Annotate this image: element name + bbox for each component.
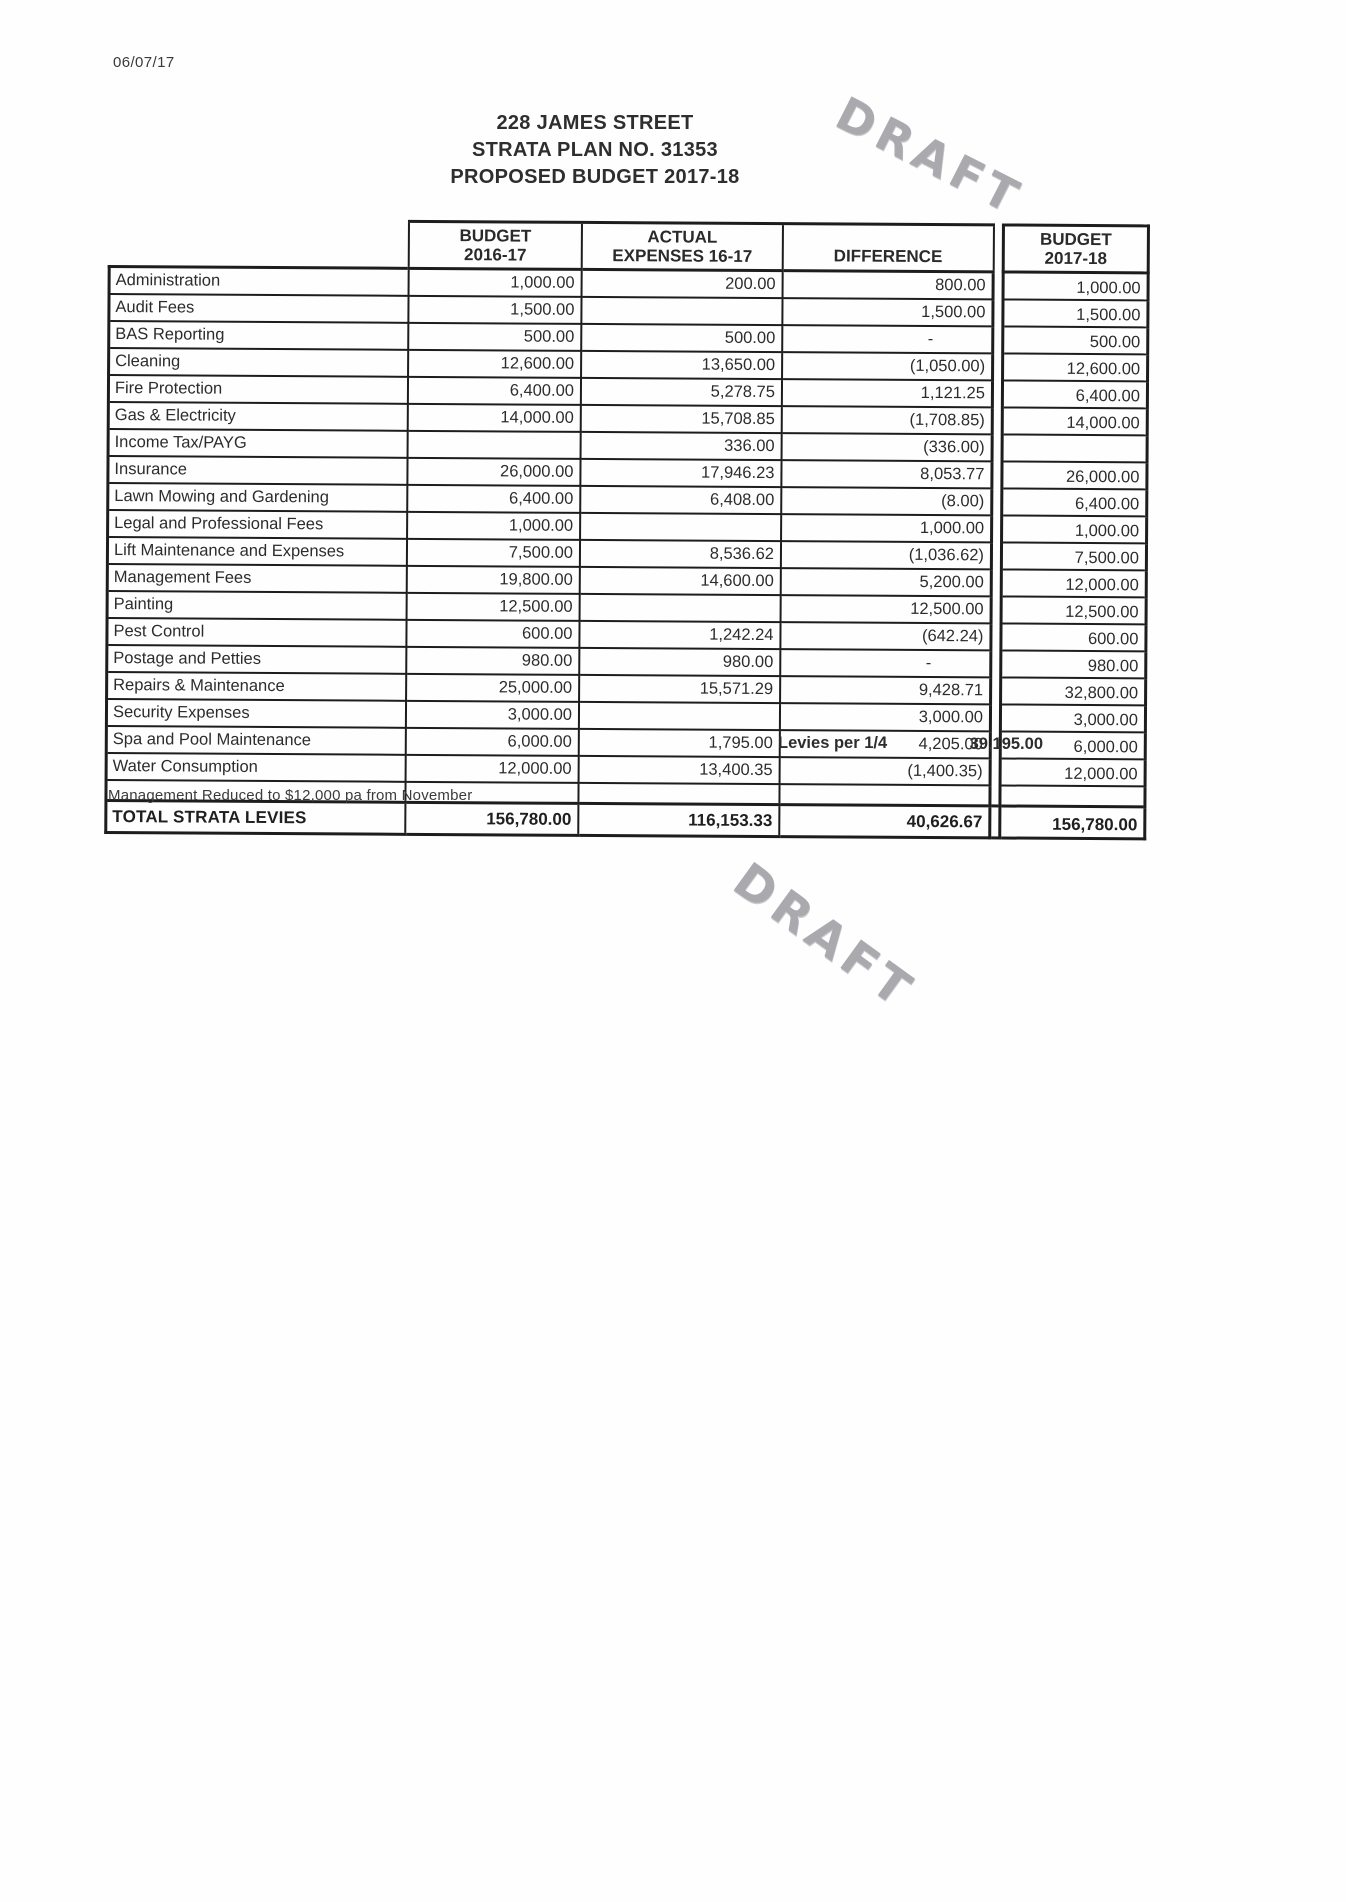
budget-2017-18-value: 6,400.00 (1002, 380, 1147, 408)
difference-value: 8,053.77 (781, 460, 992, 488)
difference-value: (642.24) (780, 622, 991, 650)
budget-2016-17-value: 19,800.00 (407, 566, 580, 594)
header-budget-2016-17-line1: BUDGET (459, 226, 532, 246)
header-budget-2016-17-line2: 2016-17 (464, 245, 527, 265)
budget-2016-17-value: 12,500.00 (407, 593, 580, 621)
expense-label: Income Tax/PAYG (108, 429, 408, 458)
document-title (365, 110, 825, 191)
difference-value: - (780, 649, 991, 677)
expense-label: Management Fees (107, 564, 407, 593)
expense-label: Water Consumption (106, 753, 406, 782)
document-date: 06/07/17 (113, 54, 175, 71)
budget-2017-18-value: 500.00 (1003, 326, 1148, 354)
actual-expenses-value: 200.00 (582, 269, 783, 298)
difference-value: 1,121.25 (782, 379, 993, 407)
budget-2016-17-value: 1,000.00 (409, 268, 582, 297)
difference-value: (1,050.00) (782, 352, 993, 380)
header-actual-expenses (582, 222, 783, 270)
table-header-row (109, 220, 1148, 273)
expense-label: Audit Fees (109, 294, 409, 323)
header-budget-2017-18-line1: BUDGET (1039, 229, 1112, 250)
actual-expenses-value (580, 513, 781, 541)
budget-2017-18-value: 600.00 (1001, 623, 1146, 651)
budget-2017-18-value: 26,000.00 (1002, 461, 1147, 489)
expense-label: Cleaning (109, 348, 409, 377)
difference-value: (1,036.62) (781, 541, 992, 569)
actual-expenses-value: 1,795.00 (579, 729, 780, 757)
actual-expenses-value (580, 594, 781, 622)
expense-label: Pest Control (107, 618, 407, 647)
total-difference: 40,626.67 (779, 805, 990, 838)
expense-label: Painting (107, 591, 407, 620)
total-budget-2016-17: 156,780.00 (405, 802, 578, 835)
title-street: 228 JAMES STREET (496, 112, 694, 134)
difference-value: 3,000.00 (780, 703, 991, 731)
actual-expenses-value: 1,242.24 (579, 621, 780, 649)
budget-2017-18-value: 980.00 (1001, 650, 1146, 678)
actual-expenses-value: 13,650.00 (581, 351, 782, 379)
header-actual-line1: ACTUAL (647, 227, 718, 247)
budget-2017-18-value: 12,600.00 (1003, 353, 1148, 381)
budget-2017-18-value (1002, 434, 1147, 462)
budget-2017-18-value: 1,000.00 (1003, 272, 1148, 300)
expense-label: Administration (109, 267, 409, 296)
actual-expenses-value (581, 297, 782, 325)
expense-label: Legal and Professional Fees (108, 510, 408, 539)
actual-expenses-value: 6,408.00 (580, 486, 781, 514)
budget-2016-17-value: 7,500.00 (407, 539, 580, 567)
actual-expenses-value: 17,946.23 (580, 459, 781, 487)
actual-expenses-value: 336.00 (581, 432, 782, 460)
difference-value: 12,500.00 (781, 595, 992, 623)
budget-2016-17-value: 12,600.00 (408, 350, 581, 378)
expense-label: Postage and Petties (107, 645, 407, 674)
budget-2016-17-value (408, 431, 581, 459)
difference-value: (1,708.85) (782, 406, 993, 434)
difference-value: 800.00 (783, 271, 994, 300)
difference-value: (8.00) (781, 487, 992, 515)
actual-expenses-value: 14,600.00 (580, 567, 781, 595)
expense-label: Insurance (108, 456, 408, 485)
actual-expenses-value (579, 702, 780, 730)
actual-expenses-value: 15,571.29 (579, 675, 780, 703)
budget-2017-18-value: 7,500.00 (1001, 542, 1146, 570)
budget-2016-17-value: 26,000.00 (407, 458, 580, 486)
expense-label: Security Expenses (106, 699, 406, 728)
budget-2016-17-value: 600.00 (406, 620, 579, 648)
actual-expenses-value: 13,400.35 (579, 756, 780, 784)
draft-stamp-bottom: DRAFT (723, 852, 926, 1021)
difference-value: 9,428.71 (780, 676, 991, 704)
difference-value: 5,200.00 (781, 568, 992, 596)
budget-2017-18-value: 3,000.00 (1000, 704, 1145, 732)
expense-label: BAS Reporting (109, 321, 409, 350)
budget-2017-18-value: 32,800.00 (1001, 677, 1146, 705)
budget-2017-18-value: 12,000.00 (1001, 569, 1146, 597)
budget-2017-18-value: 12,500.00 (1001, 596, 1146, 624)
actual-expenses-value: 500.00 (581, 324, 782, 352)
budget-2016-17-value: 3,000.00 (406, 701, 579, 729)
budget-2016-17-value: 980.00 (406, 647, 579, 675)
difference-value: (1,400.35) (780, 757, 991, 785)
draft-stamp-top: DRAFT (827, 86, 1032, 226)
budget-2016-17-value: 25,000.00 (406, 674, 579, 702)
budget-2017-18-value: 14,000.00 (1002, 407, 1147, 435)
header-difference: DIFFERENCE (783, 224, 994, 272)
management-footnote: Management Reduced to $12,000 pa from November (108, 787, 473, 804)
budget-2016-17-value: 500.00 (408, 323, 581, 351)
budget-table-body (106, 267, 1148, 787)
header-budget-2016-17 (409, 221, 582, 269)
expense-label: Lawn Mowing and Gardening (108, 483, 408, 512)
budget-2017-18-value: 12,000.00 (1000, 758, 1145, 786)
title-proposed-budget: PROPOSED BUDGET 2017-18 (450, 166, 740, 188)
budget-2017-18-value: 1,500.00 (1003, 299, 1148, 327)
budget-2016-17-value: 6,400.00 (408, 377, 581, 405)
title-strata-plan: STRATA PLAN NO. 31353 (472, 139, 718, 161)
total-actual-expenses: 116,153.33 (578, 803, 779, 836)
difference-value: 1,000.00 (781, 514, 992, 542)
header-actual-line2: EXPENSES 16-17 (612, 246, 753, 266)
expense-label: Gas & Electricity (108, 402, 408, 431)
difference-value: (336.00) (782, 433, 993, 461)
difference-value: 4,205.00 (780, 730, 991, 758)
total-row (106, 800, 1145, 838)
budget-2017-18-value: 6,400.00 (1002, 488, 1147, 516)
budget-2017-18-value: 6,000.00 (1000, 731, 1145, 759)
expense-label: Spa and Pool Maintenance (106, 726, 406, 755)
budget-2016-17-value: 1,500.00 (408, 296, 581, 324)
expense-label: Repairs & Maintenance (107, 672, 407, 701)
actual-expenses-value: 980.00 (579, 648, 780, 676)
expense-label: Fire Protection (108, 375, 408, 404)
header-empty (109, 220, 409, 269)
actual-expenses-value: 8,536.62 (580, 540, 781, 568)
header-budget-2017-18-line2: 2017-18 (1044, 248, 1108, 269)
budget-2016-17-value: 14,000.00 (408, 404, 581, 432)
levies-per-quarter-value: 39,195.00 (969, 735, 1043, 753)
header-budget-2017-18 (1003, 225, 1148, 273)
levies-per-quarter-label: Levies per 1/4 (778, 734, 888, 752)
difference-value: - (782, 325, 993, 353)
total-label: TOTAL STRATA LEVIES (106, 800, 406, 834)
expense-label: Lift Maintenance and Expenses (107, 537, 407, 566)
budget-2016-17-value: 6,000.00 (406, 728, 579, 756)
actual-expenses-value: 15,708.85 (581, 405, 782, 433)
budget-2016-17-value: 12,000.00 (406, 755, 579, 783)
budget-2017-18-value: 1,000.00 (1002, 515, 1147, 543)
total-budget-2017-18: 156,780.00 (1000, 806, 1145, 839)
actual-expenses-value: 5,278.75 (581, 378, 782, 406)
budget-2016-17-value: 6,400.00 (407, 485, 580, 513)
budget-2016-17-value: 1,000.00 (407, 512, 580, 540)
difference-value: 1,500.00 (782, 298, 993, 326)
